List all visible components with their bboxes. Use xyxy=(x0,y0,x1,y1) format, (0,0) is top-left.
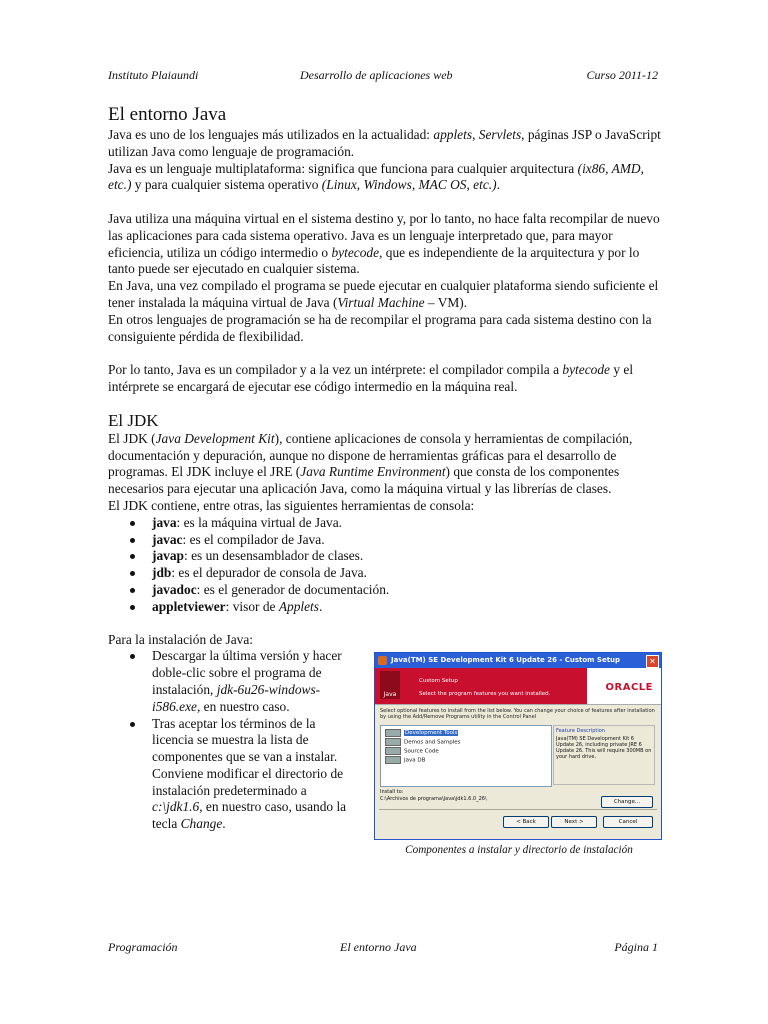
paragraph-java-intro: Java es uno de los lenguajes más utilizados en la actualidad: applets, Servlets, páginas JSP o JavaScript utilizan Java como lenguaje de programación. xyxy=(108,127,661,159)
banner-subtitle: Select the program features you want installed. xyxy=(419,690,551,697)
tools-list xyxy=(108,515,664,616)
feature-item: Source Code xyxy=(385,747,439,755)
list-item-install-step: Descargar la última versión y hacer doble-clic sobre el programa de instalación, jdk-6u26-windows-i586.exe, en nuestro caso. xyxy=(152,648,357,715)
section-title-java: El entorno Java xyxy=(108,104,227,125)
install-to-path: C:\Archivos de programa\Java\jdk1.6.0_26\ xyxy=(380,795,487,802)
drive-icon xyxy=(385,738,401,746)
list-item-tool: javadoc: es el generador de documentación. xyxy=(152,582,664,599)
paragraph-other-languages: En otros lenguajes de programación se ha de recompilar el programa para cada sistema destino con la consiguiente pérdida de flexibilidad. xyxy=(108,311,652,344)
install-steps-list xyxy=(108,648,357,833)
header-year: Curso 2011-12 xyxy=(586,68,658,82)
install-to xyxy=(380,789,487,803)
next-button: Next > xyxy=(551,816,597,828)
header-institution: Instituto Plaiaundi xyxy=(108,68,199,82)
drive-icon xyxy=(385,747,401,755)
change-button: Change... xyxy=(601,796,653,808)
figure-caption: Componentes a instalar y directorio de instalación xyxy=(405,843,633,856)
feature-item: Java DB xyxy=(385,756,425,764)
install-to-label: Install to: xyxy=(380,788,404,795)
feature-description xyxy=(553,725,655,785)
list-item-tool: appletviewer: visor de Applets. xyxy=(152,599,664,616)
list-item-tool: java: es la máquina virtual de Java. xyxy=(152,515,664,532)
list-item-tool: jdb: es el depurador de consola de Java. xyxy=(152,565,664,582)
installer-title-bar xyxy=(375,653,661,668)
installer-instructions: Select optional features to install from the list below. You can change your choice of features after installation by using the Add/Remove Programs utility in the Control Panel xyxy=(380,707,655,720)
paragraph-compiler-interpreter: Por lo tanto, Java es un compilador y a la vez un intérprete: el compilador compila a bytecode y el intérprete se encargará de ejecutar ese código intermedio en la máquina real. xyxy=(108,362,634,394)
footer-page-number: Página 1 xyxy=(614,940,658,954)
drive-icon xyxy=(385,756,401,764)
banner-title: Custom Setup xyxy=(419,677,458,684)
cancel-button: Cancel xyxy=(603,816,653,828)
feature-item: Demos and Samples xyxy=(385,738,461,746)
java-app-icon xyxy=(378,656,387,665)
feature-description-title: Feature Description xyxy=(556,727,605,734)
installer-banner xyxy=(375,668,661,705)
footer-chapter: El entorno Java xyxy=(340,940,417,954)
document-body xyxy=(108,104,664,856)
install-section xyxy=(108,631,664,856)
paragraph-tools-intro: El JDK contiene, entre otras, las siguientes herramientas de consola: xyxy=(108,497,475,513)
installer-screenshot xyxy=(374,652,662,840)
back-button: < Back xyxy=(503,816,549,828)
paragraph-multiplatform: Java es un lenguaje multiplataforma: significa que funciona para cualquier arquitectura (ix86, AMD, etc.) y para cualquier sistema operativo (Linux, Windows, MAC OS, etc.). xyxy=(108,160,644,193)
section-title-jdk: El JDK xyxy=(108,410,159,430)
java-logo-icon: Java xyxy=(380,671,400,699)
paragraph-install-intro: Para la instalación de Java: xyxy=(108,631,254,647)
feature-description-text: Java(TM) SE Development Kit 6 Update 26, including private JRE 6 Update 26. This will require 300MB on your hard drive. xyxy=(556,735,652,760)
paragraph-jdk-intro: El JDK (Java Development Kit), contiene aplicaciones de consola y herramientas de compilación, documentación y depuración, aunque no dispone de herramientas gráficas para el desarrollo de programas. El JDK incluye el JRE (Java Runtime Environment) que consta de los componentes necesarios para ejecutar una aplicación Java, como la máquina virtual y las librerías de clases. xyxy=(108,430,633,497)
feature-item: Development Tools xyxy=(385,729,458,737)
paragraph-compiled-once: En Java, una vez compilado el programa se puede ejecutar en cualquier plataforma siendo suficiente el tener instalada la máquina virtual de Java (Virtual Machine – VM). xyxy=(108,278,659,310)
paragraph-virtual-machine: Java utiliza una máquina virtual en el sistema destino y, por lo tanto, no hace falta recompilar de nuevo las aplicaciones para cada sistema operativo. Java es un lenguaje interpretado que, para mayor eficiencia, utiliza un código intermedio o bytecode, que es independiente de la arquitectura y por lo tanto puede ser ejecutado en cualquier sistema. xyxy=(108,210,660,277)
oracle-logo: ORACLE xyxy=(605,681,653,693)
list-item-tool: javap: es un desensamblador de clases. xyxy=(152,548,664,565)
footer-subject: Programación xyxy=(108,940,178,954)
feature-tree xyxy=(380,725,552,787)
installer-window-title: Java(TM) SE Development Kit 6 Update 26 - Custom Setup xyxy=(391,655,621,664)
list-item-tool: javac: es el compilador de Java. xyxy=(152,532,664,549)
close-icon: ✕ xyxy=(646,655,659,668)
header-course-title: Desarrollo de aplicaciones web xyxy=(300,68,453,82)
list-item-install-step: Tras aceptar los términos de la licencia se muestra la lista de componentes que se van a instalar. Conviene modificar el directorio de instalación predeterminado a c:\jdk1.6, en nuestro caso, usando la tecla Change. xyxy=(152,716,357,834)
drive-icon xyxy=(385,729,401,737)
